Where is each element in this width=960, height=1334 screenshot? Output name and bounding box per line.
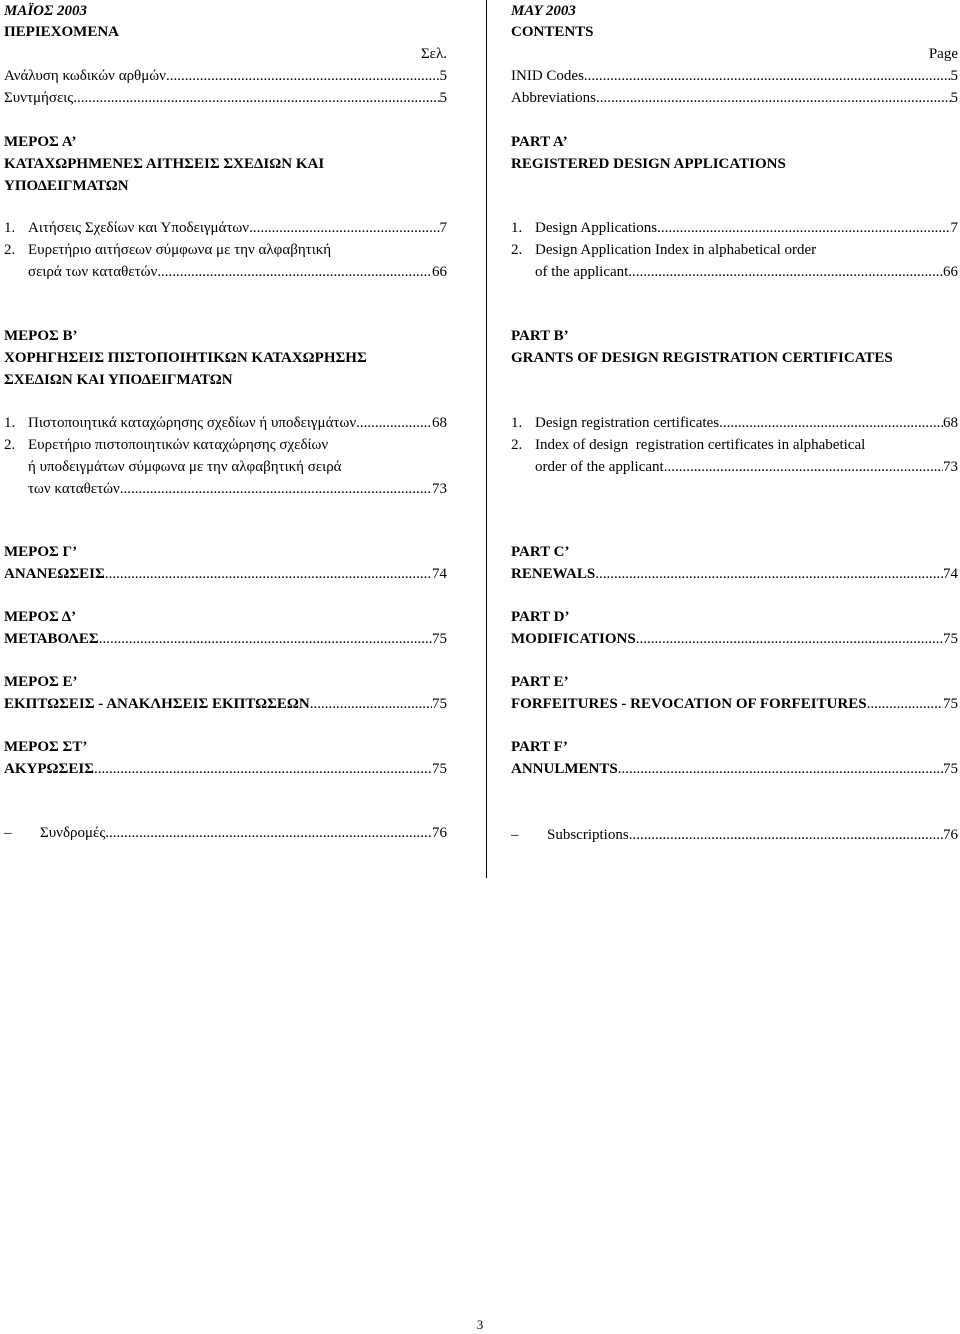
toc-entry[interactable]: ΜΕΤΑΒΟΛΕΣ ..... 75 [4, 628, 447, 650]
issue-date: ΜΑΪΟΣ 2003 [4, 3, 88, 19]
toc-entry[interactable]: INID Codes ..... 5 [511, 65, 958, 87]
toc-entry: 2. Ευρετήριο αιτήσεων σύμφωνα με την αλφαβητική [4, 242, 332, 258]
toc-entry[interactable]: ΑΝΑΝΕΩΣΕΙΣ ..... 74 [4, 563, 447, 585]
issue-date: MAY 2003 [511, 3, 576, 19]
toc-entry[interactable]: ΕΚΠΤΩΣΕΙΣ - ΑΝΑΚΛΗΣΕΙΣ ΕΚΠΤΩΣΕΩΝ ..... 75 [4, 693, 447, 715]
part-a-title: PART A’ [511, 134, 568, 150]
part-c-title: ΜΕΡΟΣ Γ’ [4, 544, 78, 560]
toc-entry[interactable]: ANNULMENTS ..... 75 [511, 758, 958, 780]
toc-entry[interactable]: Abbreviations ..... 5 [511, 87, 958, 109]
part-f-title: ΜΕΡΟΣ ΣΤ’ [4, 739, 88, 755]
toc-entry[interactable]: Ανάλυση κωδικών αρθμών ..... 5 [4, 65, 447, 87]
toc-entry[interactable]: 1. Πιστοποιητικά καταχώρησης σχεδίων ή υποδειγμάτων. ..... 68 [4, 412, 447, 434]
toc-entry: 2. Design Application Index in alphabetical order [511, 242, 817, 258]
toc-entry[interactable]: FORFEITURES - REVOCATION OF FORFEITURES ..... 75 [511, 693, 958, 715]
toc-entry[interactable]: RENEWALS ..... 74 [511, 563, 958, 585]
toc-entry[interactable]: order of the applicant ..... 73 [511, 456, 958, 478]
page-number: 3 [476, 1317, 484, 1332]
part-b-title: ΜΕΡΟΣ Β’ [4, 328, 78, 344]
part-a-subtitle: ΥΠΟΔΕΙΓΜΑΤΩΝ [4, 178, 129, 194]
toc-entry[interactable]: of the applicant.. ..... 66 [511, 261, 958, 283]
column-divider [486, 0, 487, 878]
part-b-title: PART B’ [511, 328, 569, 344]
part-e-title: PART E’ [511, 674, 569, 690]
part-a-subtitle: ΚΑΤΑΧΩΡΗΜΕΝΕΣ ΑΙΤΗΣΕΙΣ ΣΧΕΔΙΩΝ ΚΑΙ [4, 156, 325, 172]
toc-entry[interactable]: των καταθετών ..... 73 [4, 478, 447, 500]
part-d-title: PART D’ [511, 609, 570, 625]
toc-entry[interactable]: – Συνδρομές ..... 76 [4, 822, 447, 844]
part-c-title: PART C’ [511, 544, 570, 560]
part-b-subtitle: ΣΧΕΔΙΩΝ ΚΑΙ ΥΠΟΔΕΙΓΜΑΤΩΝ [4, 372, 233, 388]
contents-heading: ΠΕΡΙΕΧΟΜΕΝΑ [4, 24, 120, 40]
toc-entry: 2. Ευρετήριο πιστοποιητικών καταχώρησης σχεδίων [4, 437, 329, 453]
part-e-title: ΜΕΡΟΣ Ε’ [4, 674, 78, 690]
toc-entry: 2. Index of design registration certificates in alphabetical [511, 437, 866, 453]
page-column-label: Σελ. [420, 46, 447, 62]
part-a-title: ΜΕΡΟΣ Α’ [4, 134, 77, 150]
toc-entry[interactable]: Συντμήσεις ..... 5 [4, 87, 447, 109]
toc-entry[interactable]: MODIFICATIONS ..... 75 [511, 628, 958, 650]
part-b-subtitle: GRANTS OF DESIGN REGISTRATION CERTIFICATES [511, 350, 893, 366]
part-d-title: ΜΕΡΟΣ Δ’ [4, 609, 77, 625]
toc-entry[interactable]: 1. Αιτήσεις Σχεδίων και Υποδειγμάτων ..... 7 [4, 217, 447, 239]
toc-entry[interactable]: 1. Design Applications ..... 7 [511, 217, 958, 239]
part-f-title: PART F’ [511, 739, 568, 755]
toc-entry[interactable]: – Subscriptions ..... 76 [511, 824, 958, 846]
toc-entry[interactable]: ΑΚΥΡΩΣΕΙΣ ..... 75 [4, 758, 447, 780]
page-column-label: Page [928, 46, 958, 62]
toc-entry[interactable]: σειρά των καταθετών ..... 66 [4, 261, 447, 283]
toc-entry[interactable]: 1. Design registration certificates ..... 68 [511, 412, 958, 434]
part-a-subtitle: REGISTERED DESIGN APPLICATIONS [511, 156, 786, 172]
part-b-subtitle: ΧΟΡΗΓΗΣΕΙΣ ΠΙΣΤΟΠΟΙΗΤΙΚΩΝ ΚΑΤΑΧΩΡΗΣΗΣ [4, 350, 367, 366]
toc-entry: ή υποδειγμάτων σύμφωνα με την αλφαβητική σειρά [28, 459, 342, 475]
contents-heading: CONTENTS [511, 24, 594, 40]
